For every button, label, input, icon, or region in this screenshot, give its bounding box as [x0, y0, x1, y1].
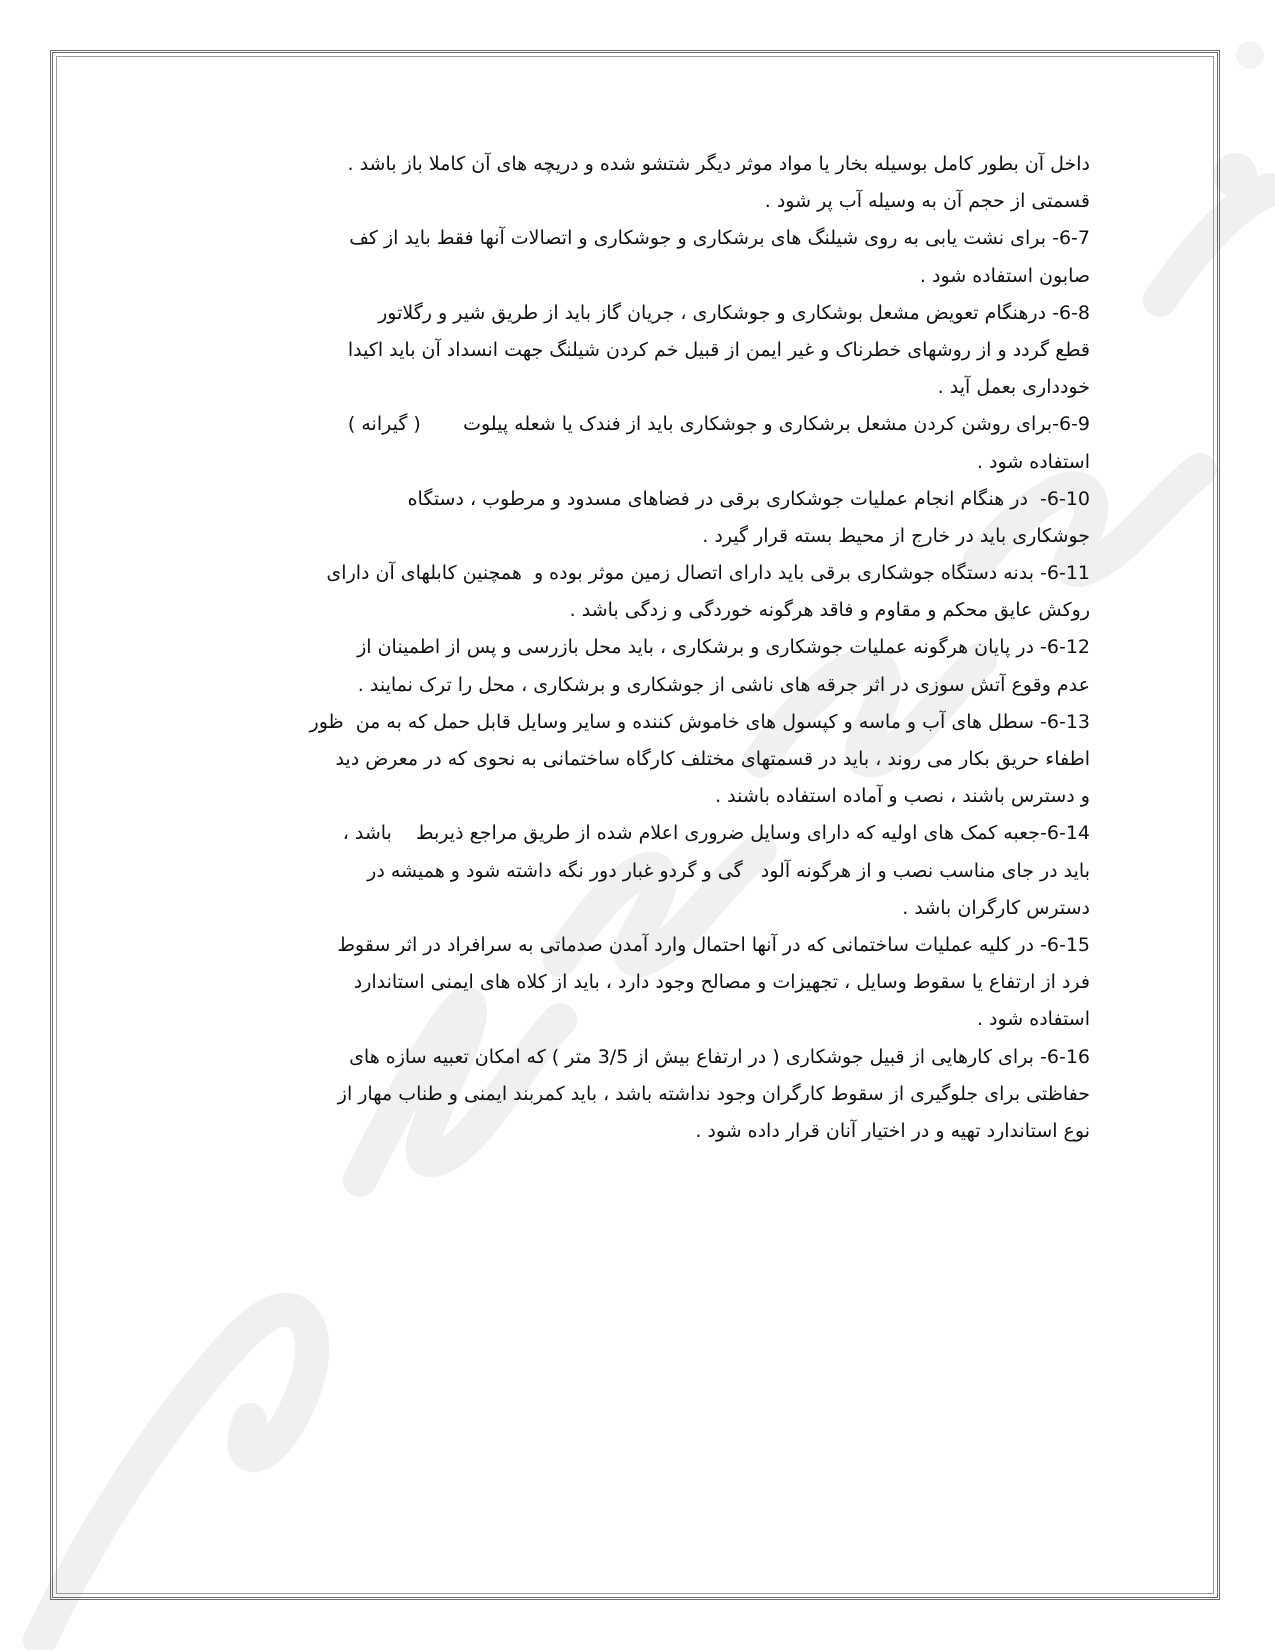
text-line: 6-11- بدنه دستگاه جوشکاری برقی باید دارای اتصال زمین موثر بوده و همچنین کابلهای آن دارای — [326, 562, 1090, 585]
text-line: حفاظتی برای جلوگیری از سقوط کارگران وجود نداشته باشد ، باید کمربند ایمنی و طناب مهار از — [337, 1082, 1090, 1105]
text-line: باید در جای مناسب نصب و از هرگونه آلود گی و گردو غبار دور نگه داشته شود و همیشه در — [367, 859, 1090, 882]
text-line: فرد از ارتفاع یا سقوط وسایل ، تجهیزات و مصالح وجود دارد ، باید از کلاه های ایمنی استاندارد — [353, 971, 1090, 994]
text-line: نوع استاندارد تهیه و در اختیار آنان قرار داده شود . — [695, 1119, 1090, 1142]
text-line: 6-12- در پایان هرگونه عملیات جوشکاری و برشکاری ، باید محل بازرسی و پس از اطمینان از — [357, 636, 1090, 659]
text-line: روکش عایق محکم و مقاوم و فاقد هرگونه خوردگی و زدگی باشد . — [569, 599, 1090, 622]
text-line: خودداری بعمل آید . — [937, 376, 1090, 399]
text-line: اطفاء حریق بکار می روند ، باید در قسمتهای مختلف کارگاه ساختمانی به نحوی که در معرض دید — [335, 748, 1090, 770]
text-line: 6-16- برای کارهایی از قبیل جوشکاری ( در ارتفاع بیش از 3/5 متر ) که امکان تعبیه سازه های — [349, 1045, 1090, 1068]
text-line: جوشکاری باید در خارج از محیط بسته قرار گیرد . — [702, 524, 1090, 547]
text-line: 6-13- سطل های آب و ماسه و کپسول های خاموش کننده و سایر وسایل قابل حمل که به من ظور — [309, 710, 1090, 733]
text-line: و دسترس باشند ، نصب و آماده استفاده باشند . — [715, 785, 1090, 808]
text-line: استفاده شود . — [976, 1008, 1090, 1031]
text-line: 6-10- در هنگام انجام عملیات جوشکاری برقی در فضاهای مسدود و مرطوب ، دستگاه — [407, 487, 1090, 510]
text-line: 6-8- درهنگام تعویض مشعل بوشکاری و جوشکاری ، جریان گاز باید از طریق شیر و رگلاتور — [378, 301, 1090, 324]
text-line: صابون استفاده شود . — [919, 264, 1090, 287]
text-line: 6-7- برای نشت یابی به روی شیلنگ های برشکاری و جوشکاری و اتصالات آنها فقط باید از کف — [349, 227, 1090, 250]
text-line: 6-15- در کلیه عملیات ساختمانی که در آنها احتمال وارد آمدن صدماتی به سرافراد در اثر سقوط — [337, 933, 1090, 956]
text-line: 6-14-جعبه کمک های اولیه که دارای وسایل ضروری اعلام شده از طریق مراجع ذیربط باشد ، — [342, 822, 1090, 845]
document-body — [140, 146, 1090, 1150]
text-line: عدم وقوع آتش سوزی در اثر جرقه های ناشی از جوشکاری و برشکاری ، محل را ترک نمایند . — [357, 673, 1090, 696]
text-line: قسمتی از حجم آن به وسیله آب پر شود . — [764, 190, 1090, 213]
text-line: قطع گردد و از روشهای خطرناک و غیر ایمن از قبیل خم کردن شیلنگ جهت انسداد آن باید اکیدا — [347, 338, 1090, 361]
text-line: داخل آن بطور کامل بوسیله بخار یا مواد موثر دیگر شتشو شده و دریچه های آن کاملا باز باشد . — [347, 153, 1090, 175]
text-line: 6-9-برای روشن کردن مشعل برشکاری و جوشکاری باید از فندک یا شعله پیلوت ( گیرانه ) — [347, 413, 1090, 436]
text-line: استفاده شود . — [976, 450, 1090, 473]
text-line: دسترس کارگران باشد . — [902, 896, 1090, 919]
